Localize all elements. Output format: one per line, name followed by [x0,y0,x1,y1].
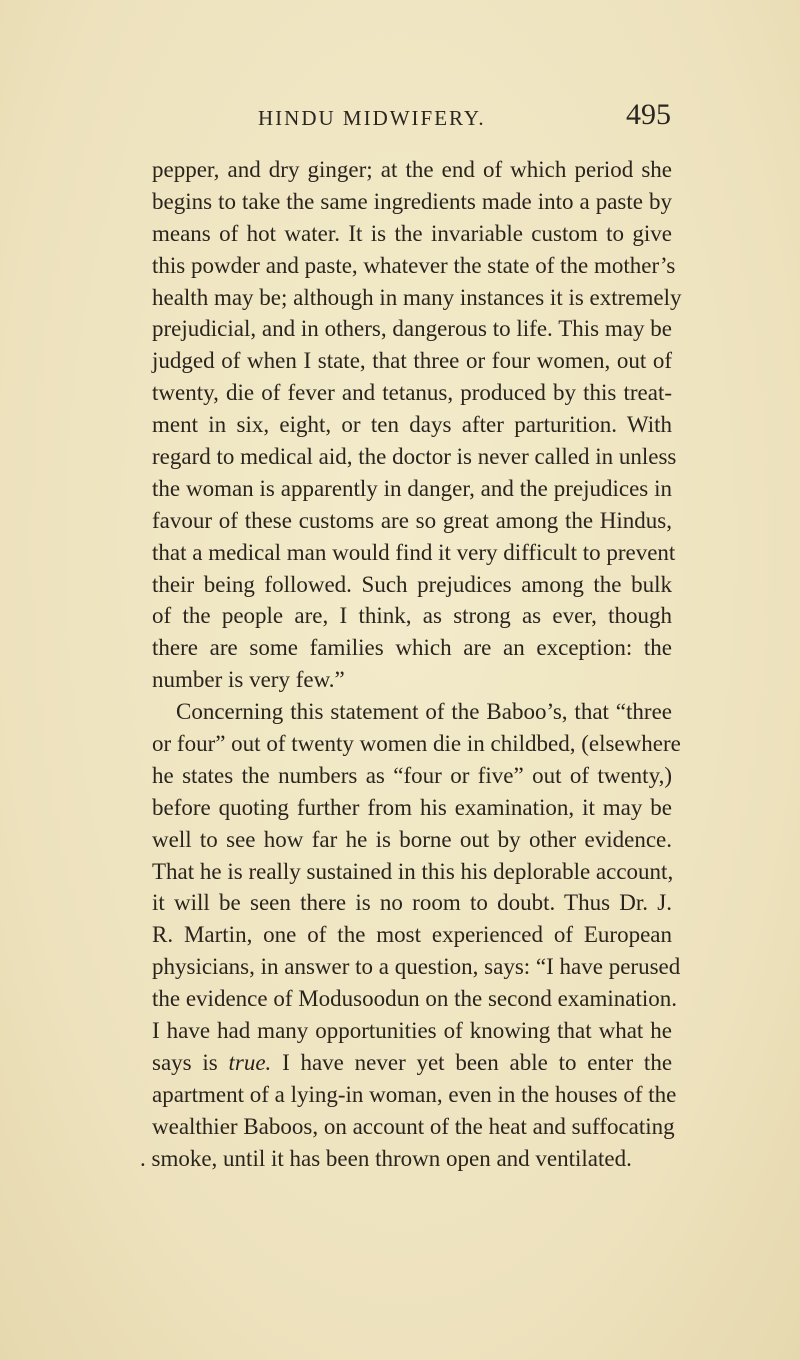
text-line: or four” out of twenty women die in childbed, (elsewhere [152,731,681,757]
text-line: R. Martin, one of the most experienced of European [152,922,672,948]
text-line: this powder and paste, whatever the state of the mother’s [152,252,676,278]
text-line: health may be; although in many instances it is extremely [152,284,682,310]
text-line: prejudicial, and in others, dangerous to life. This may be [152,316,672,342]
text-line: the evidence of Modusoodun on the second examination. [152,986,678,1012]
text-line: I have had many opportunities of knowing that what he [152,1018,672,1044]
text-line: there are some families which are an exception: the [152,635,672,661]
text-line: that a medical man would find it very difficult to prevent [152,539,676,565]
running-head: HINDU MIDWIFERY. [258,106,486,130]
text-line [152,1047,672,1079]
text-line: their being followed. Such prejudices among the bulk [152,571,672,597]
text-line: favour of these customs are so great among the Hindus, [152,507,672,533]
text-line: ment in six, eight, or ten days after parturition. With [152,412,672,438]
text-line: he states the numbers as “four or five” out of twenty,) [152,762,672,788]
text-line: begins to take the same ingredients made into a paste by [152,188,672,214]
text-line: means of hot water. It is the invariable custom to give [152,220,672,246]
text-line: judged of when I state, that three or four women, out of [152,348,672,374]
stray-mark: . [140,1145,146,1171]
text-run: says is [152,1049,218,1075]
text-line: the woman is apparently in danger, and the prejudices in [152,475,672,501]
italic-word: true. [228,1049,272,1075]
text-line: number is very few.” [152,667,345,693]
page-number: 495 [626,98,671,131]
text-line: apartment of a lying-in woman, even in the houses of the [152,1081,677,1107]
text-run: smoke, until it has been thrown open and ventilated. [151,1145,632,1171]
text-line: before quoting further from his examination, it may be [152,794,672,820]
text-line: That he is really sustained in this his deplorable account, [152,858,674,884]
text-line [140,1143,672,1175]
page-header [0,98,800,144]
text-line: it will be seen there is no room to doubt. Thus Dr. J. [152,890,672,916]
text-line: well to see how far he is borne out by other evidence. [152,826,672,852]
paragraph-first-line: Concerning this statement of the Baboo’s, that “three [176,699,672,725]
text-line: physicians, in answer to a question, says: “I have perused [152,954,681,980]
body-text [140,154,682,1175]
text-line: wealthier Baboos, on account of the heat and suffocating [152,1113,675,1139]
text-run: I have never yet been able to enter the [282,1049,673,1075]
text-line: of the people are, I think, as strong as ever, though [152,603,672,629]
text-line: twenty, die of fever and tetanus, produced by this treat- [152,380,672,406]
text-line: regard to medical aid, the doctor is never called in unless [152,444,677,470]
text-line: pepper, and dry ginger; at the end of which period she [152,157,672,182]
